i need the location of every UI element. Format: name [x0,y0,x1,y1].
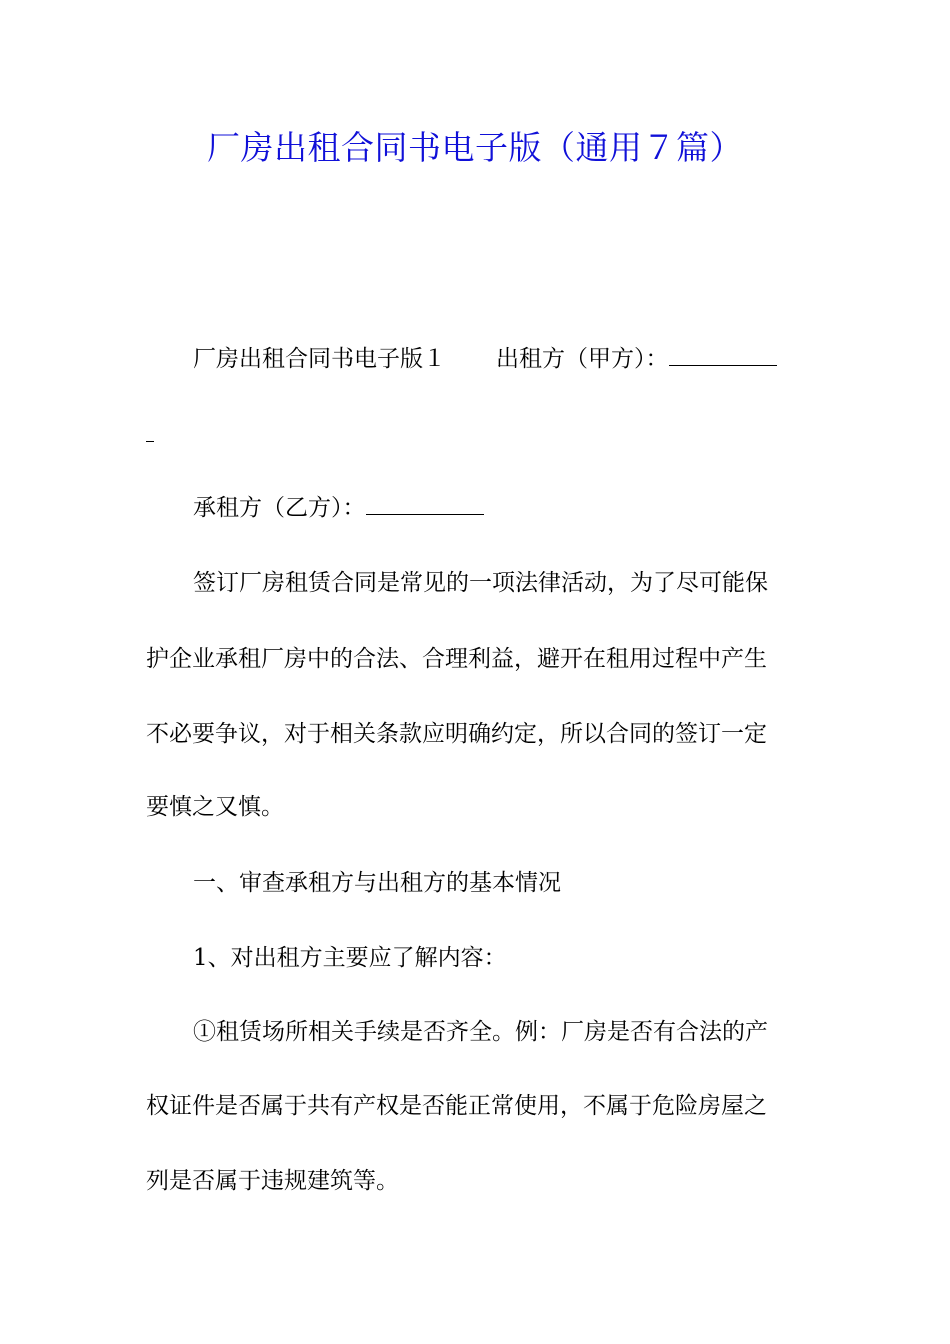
paragraph-line: 要慎之又慎。 [146,794,284,820]
lessee-line [193,491,806,525]
paragraph-line: 签订厂房租赁合同是常见的一项法律活动，为了尽可能保 [193,570,768,596]
lessor-blank [669,343,777,366]
contract-header-line [193,342,806,376]
lessor-blank-continuation [146,441,154,442]
item-one: 1、对出租方主要应了解内容： [193,945,507,971]
lessee-label: 承租方（乙方）： [193,495,366,521]
heading-one: 一、审查承租方与出租方的基本情况 [193,870,561,896]
lessor-label: 出租方（甲方）： [496,346,669,372]
document-title: 厂房出租合同书电子版（通用７篇） [207,128,743,167]
lessee-blank [366,492,484,515]
section-heading: 厂房出租合同书电子版１ [193,346,446,372]
paragraph-line: 护企业承租厂房中的合法、合理利益，避开在租用过程中产生 [146,646,767,672]
item-detail-line: 列是否属于违规建筑等。 [146,1168,399,1194]
item-detail-line: 权证件是否属于共有产权是否能正常使用，不属于危险房屋之 [146,1093,767,1119]
item-detail-line: ①租赁场所相关手续是否齐全。例：厂房是否有合法的产 [193,1019,768,1045]
paragraph-line: 不必要争议，对于相关条款应明确约定，所以合同的签订一定 [146,721,767,747]
